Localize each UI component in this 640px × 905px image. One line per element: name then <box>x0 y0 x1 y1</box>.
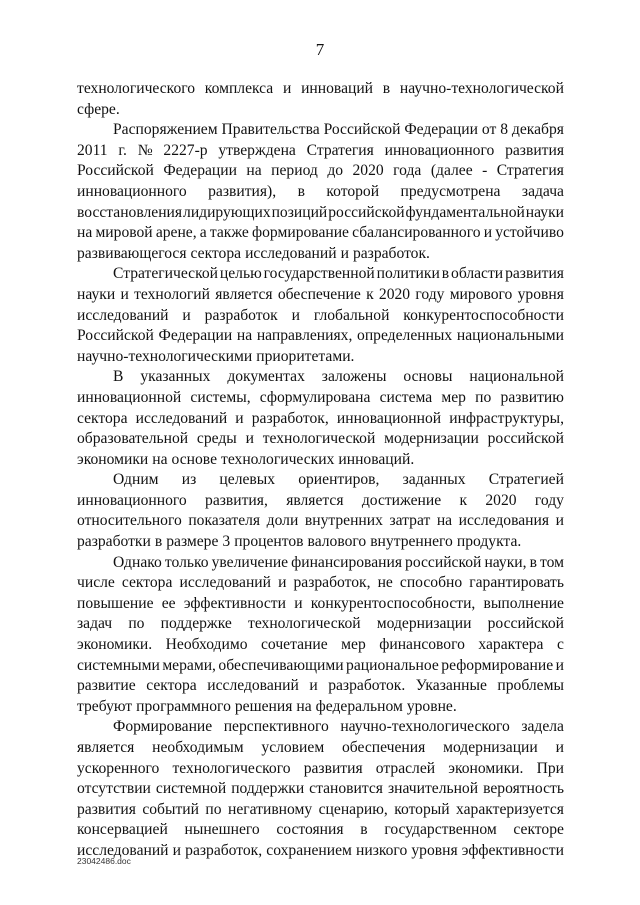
word: и <box>282 80 292 97</box>
word: период <box>271 162 318 180</box>
word: Стратегией <box>488 471 564 489</box>
text-line <box>77 347 564 368</box>
word: отраслей <box>375 759 436 777</box>
word: инновационного <box>77 491 187 509</box>
word: по <box>475 388 492 406</box>
word: мирового <box>449 285 513 303</box>
word: сектора <box>77 409 128 427</box>
word: задела <box>521 718 564 736</box>
word: затрат <box>389 512 431 530</box>
word: лидирующих <box>183 203 271 221</box>
word: научно-технологическими <box>77 347 253 365</box>
word: технологического <box>77 80 196 97</box>
text-line <box>77 656 564 677</box>
word: формирование <box>252 224 349 242</box>
word: 3 <box>222 533 231 551</box>
word: ее <box>161 594 176 612</box>
word: характеризуется <box>456 800 564 818</box>
word: отсутствии <box>77 780 151 798</box>
text-line <box>77 203 564 224</box>
word: разработок, <box>293 574 371 592</box>
word: технологий <box>134 285 210 303</box>
text-line <box>77 409 564 430</box>
word: в <box>382 80 391 97</box>
word: арене, <box>155 224 197 242</box>
text-line <box>77 759 564 780</box>
word: российской <box>405 553 482 571</box>
word: сектора <box>146 677 197 695</box>
word: проблемы <box>497 677 564 695</box>
word: мерами, <box>162 656 216 674</box>
word: исследований <box>207 677 299 695</box>
word: При <box>536 759 564 777</box>
word: продукта. <box>456 533 522 551</box>
word: нынешнего <box>184 821 260 839</box>
word: российской <box>487 430 564 448</box>
word: событий <box>142 800 199 818</box>
text-line <box>77 800 564 821</box>
word: к <box>366 285 374 303</box>
word: на <box>436 512 453 530</box>
word: инноваций. <box>338 450 415 468</box>
word: развивающегося <box>77 244 187 262</box>
word: технологических <box>221 450 335 468</box>
word: указанных <box>140 368 211 386</box>
word: низкого <box>356 841 408 859</box>
word: только <box>164 553 209 571</box>
word: и <box>294 594 303 612</box>
word: требуют <box>77 697 133 715</box>
text-line <box>77 532 564 553</box>
word: разработок <box>204 306 278 324</box>
word: развития <box>505 141 564 159</box>
word: конкурентоспособности <box>403 306 564 324</box>
word: достижение <box>361 491 442 509</box>
word: российской <box>328 203 405 221</box>
text-line <box>77 326 564 347</box>
word: секторе <box>513 821 564 839</box>
word: науки, <box>484 553 527 571</box>
word: Стратегия <box>306 141 374 159</box>
word: способно <box>399 574 463 592</box>
text-line <box>77 820 564 841</box>
word: восстановления <box>77 203 183 221</box>
word: условием <box>261 739 325 756</box>
word: показателя <box>188 512 261 530</box>
word: развития <box>77 800 136 818</box>
word: № <box>137 141 153 159</box>
text-line <box>77 491 564 512</box>
word: государственном <box>384 821 497 839</box>
text-line <box>77 676 564 697</box>
word: финансового <box>379 636 465 654</box>
word: с <box>557 636 564 654</box>
word: развития <box>505 265 564 283</box>
word: Правительства <box>221 121 320 139</box>
word: состояния <box>276 821 344 839</box>
word: обеспечения <box>342 739 426 756</box>
word: исследований <box>245 244 337 262</box>
word: сценарию, <box>318 800 388 818</box>
word: приоритетами. <box>256 347 355 365</box>
word: экономики <box>77 450 149 468</box>
text-line <box>77 244 564 265</box>
word: реформирование <box>441 656 554 674</box>
text-line <box>77 141 564 162</box>
word: декабря <box>511 121 564 139</box>
word: сбалансированного <box>352 224 481 242</box>
word: 2020 <box>352 162 384 180</box>
word: процентов <box>234 533 304 551</box>
word: внутреннего <box>370 533 453 551</box>
word: Необходимо <box>165 636 248 654</box>
word: уровня <box>411 841 458 859</box>
word: российской <box>487 615 564 633</box>
word: мер <box>341 636 366 654</box>
word: числе <box>77 574 115 592</box>
word: эффективности <box>461 841 564 859</box>
word: и <box>340 244 349 262</box>
word: уровня <box>517 285 564 303</box>
word: также <box>209 224 249 242</box>
word: повышение <box>77 594 154 612</box>
word: программного <box>136 697 231 715</box>
word: технологического <box>172 759 291 777</box>
text-line <box>77 100 564 121</box>
word: инновационного <box>77 182 187 200</box>
word: система <box>379 388 433 406</box>
text-line <box>77 717 564 738</box>
text-line <box>77 429 564 450</box>
word: устойчиво <box>495 224 564 242</box>
word: том <box>539 553 564 571</box>
word: конкурентоспособности, <box>310 594 476 612</box>
text-line <box>77 553 564 574</box>
word: становится <box>309 780 383 798</box>
word: и <box>245 430 254 448</box>
word: г. <box>118 141 127 159</box>
word: технологической <box>248 615 361 633</box>
word: и <box>309 677 318 695</box>
text-line <box>77 635 564 656</box>
word: в <box>297 182 305 200</box>
word: уровне. <box>406 697 457 715</box>
word: перспективного <box>223 718 329 736</box>
word: основе <box>171 450 217 468</box>
word: определенных <box>357 327 453 345</box>
word: модернизации <box>376 615 472 633</box>
word: системной <box>155 780 227 798</box>
word: модернизации <box>384 430 479 448</box>
word: года <box>393 162 422 180</box>
word: году <box>534 491 564 509</box>
word: 8 <box>500 121 508 139</box>
word: и <box>483 224 493 242</box>
word: на <box>296 697 312 715</box>
word: национальными <box>456 327 564 345</box>
word: сектора <box>121 574 173 592</box>
word: обеспечивающими <box>218 656 344 674</box>
word: доли <box>266 512 299 530</box>
word: финансирования <box>291 553 402 571</box>
word: Федерации <box>404 121 478 139</box>
word: а <box>199 224 207 242</box>
word: эффективности <box>183 594 286 612</box>
word: национальной <box>469 368 564 386</box>
word: на <box>77 224 93 242</box>
word: разработок. <box>328 677 406 695</box>
text-line <box>77 594 564 615</box>
word: государственной <box>263 265 375 283</box>
word: Однако <box>113 553 162 571</box>
word: мер <box>441 388 466 406</box>
word: и <box>120 285 129 303</box>
word: и <box>235 409 244 427</box>
word: сочетание <box>261 636 328 654</box>
word: исследований <box>135 409 228 427</box>
word: развития), <box>208 182 277 200</box>
text-line <box>77 779 564 800</box>
word: основы <box>403 368 453 386</box>
word: Федерации <box>158 327 233 345</box>
word: на <box>246 162 262 180</box>
word: является <box>215 285 273 303</box>
word: Российской <box>323 121 401 139</box>
word: заданных <box>402 471 466 489</box>
word: и <box>555 656 564 674</box>
page-number: 7 <box>315 40 325 59</box>
text-line <box>77 285 564 306</box>
word: вероятность <box>483 780 564 798</box>
word: в <box>529 553 537 571</box>
text-line <box>77 388 564 409</box>
word: экономики. <box>448 759 524 777</box>
word: исследований <box>77 841 169 859</box>
word: увеличение <box>211 553 289 571</box>
word: комплекса <box>204 80 274 97</box>
word: консервацией <box>77 821 168 839</box>
word: разработок. <box>352 244 430 262</box>
word: инфраструктуры, <box>449 409 564 427</box>
text-line <box>77 182 564 203</box>
text-line <box>77 511 564 532</box>
word: сектора <box>190 244 242 262</box>
word: негативному <box>227 800 313 818</box>
word: к <box>459 491 468 509</box>
word: научно-технологической <box>399 80 564 97</box>
word: целевых <box>219 471 276 489</box>
word: (далее <box>430 162 473 180</box>
word: Указанные <box>415 677 487 695</box>
word: сохранением <box>266 841 352 859</box>
word: который <box>394 800 450 818</box>
word: по <box>128 615 145 633</box>
word: фундаментальной <box>405 203 525 221</box>
word: сформулирована <box>259 388 371 406</box>
word: в <box>441 265 450 283</box>
word: модернизации <box>443 739 538 756</box>
word: от <box>481 121 497 139</box>
document-body <box>77 79 564 862</box>
word: развития, <box>205 491 268 509</box>
word: образовательной <box>77 430 189 448</box>
word: 2020 <box>485 491 517 509</box>
word: разработок, <box>251 409 329 427</box>
word: предусмотрена <box>400 182 501 200</box>
word: году <box>415 285 445 303</box>
text-line <box>77 470 564 491</box>
word: 2011 <box>77 141 108 159</box>
word: технологической <box>262 430 376 448</box>
word: среды <box>196 430 237 448</box>
word: в <box>154 533 163 551</box>
word: Стратегия <box>496 162 564 180</box>
word: поддержке <box>160 615 232 633</box>
word: Стратегической <box>113 265 218 283</box>
word: сфере. <box>77 100 120 118</box>
word: и <box>182 306 191 324</box>
word: Федерации <box>163 162 237 180</box>
word: поддержки <box>231 780 305 798</box>
text-line <box>77 614 564 635</box>
word: задач <box>77 615 113 633</box>
word: развитию <box>500 388 564 406</box>
word: мировой <box>95 224 153 242</box>
word: документах <box>227 368 305 386</box>
word: системы, <box>190 388 251 406</box>
word: внутренних <box>304 512 383 530</box>
text-line <box>77 367 564 388</box>
word: Российской <box>77 162 154 180</box>
word: по <box>205 800 222 818</box>
word: 2020 <box>378 285 411 303</box>
word: исследований <box>179 574 271 592</box>
word: является <box>77 739 135 756</box>
footer-file-name: 23042486.doc <box>77 856 131 866</box>
word: характера <box>478 636 544 654</box>
word: утверждена <box>218 141 296 159</box>
text-line <box>77 697 564 718</box>
word: размере <box>166 533 219 551</box>
word: Распоряжением <box>113 121 218 139</box>
text-line <box>77 841 564 862</box>
word: решения <box>234 697 293 715</box>
word: политики <box>376 265 440 283</box>
word: и <box>278 574 287 592</box>
word: инновационной <box>77 388 182 406</box>
word: - <box>482 162 488 180</box>
word: разработки <box>77 533 151 551</box>
word: Формирование <box>113 718 213 736</box>
word: относительного <box>77 512 182 530</box>
word: обеспечение <box>277 285 361 303</box>
word: значительной <box>387 780 479 798</box>
word: области <box>451 265 504 283</box>
word: валового <box>307 533 367 551</box>
word: гарантировать <box>469 574 564 592</box>
text-line <box>77 79 564 100</box>
word: необходимым <box>152 739 244 756</box>
text-line <box>77 161 564 182</box>
word: науки <box>77 285 116 303</box>
word: 2227-р <box>163 141 208 159</box>
word: глобальной <box>313 306 390 324</box>
text-line <box>77 738 564 759</box>
word: развитие <box>77 677 136 695</box>
word: рациональное <box>346 656 439 674</box>
word: не <box>377 574 393 592</box>
word: является <box>286 491 344 509</box>
word: заложены <box>321 368 387 386</box>
word: на <box>236 327 253 345</box>
text-line <box>77 573 564 594</box>
word: Российской <box>77 327 154 345</box>
text-line <box>77 223 564 244</box>
word: которой <box>326 182 380 200</box>
word: федеральном <box>315 697 403 715</box>
word: до <box>327 162 344 180</box>
word: В <box>113 368 124 386</box>
word: и <box>291 306 300 324</box>
word: инновационной <box>336 409 442 427</box>
word: в <box>360 821 368 839</box>
word: на <box>152 450 168 468</box>
word: исследования <box>458 512 550 530</box>
text-line <box>77 450 564 471</box>
word: выполнение <box>483 594 564 612</box>
word: и <box>555 739 564 756</box>
word: ориентиров, <box>298 471 380 489</box>
word: исследований <box>77 306 169 324</box>
word: научно-технологического <box>340 718 510 736</box>
word: развития <box>303 759 363 777</box>
text-line <box>77 120 564 141</box>
word: разработок, <box>185 841 263 859</box>
word: направлениях, <box>256 327 353 345</box>
word: науки <box>525 203 564 221</box>
word: и <box>172 841 182 859</box>
word: инновационного <box>384 141 495 159</box>
word: из <box>181 471 197 489</box>
word: инноваций <box>301 80 374 97</box>
text-line <box>77 306 564 327</box>
word: экономики. <box>77 636 153 654</box>
word: Одним <box>113 471 159 489</box>
word: задача <box>521 182 564 200</box>
word: системными <box>77 656 160 674</box>
word: ускоренного <box>77 759 160 777</box>
text-line <box>77 264 564 285</box>
word: и <box>555 512 564 530</box>
word: целью <box>219 265 262 283</box>
word: позиций <box>271 203 328 221</box>
